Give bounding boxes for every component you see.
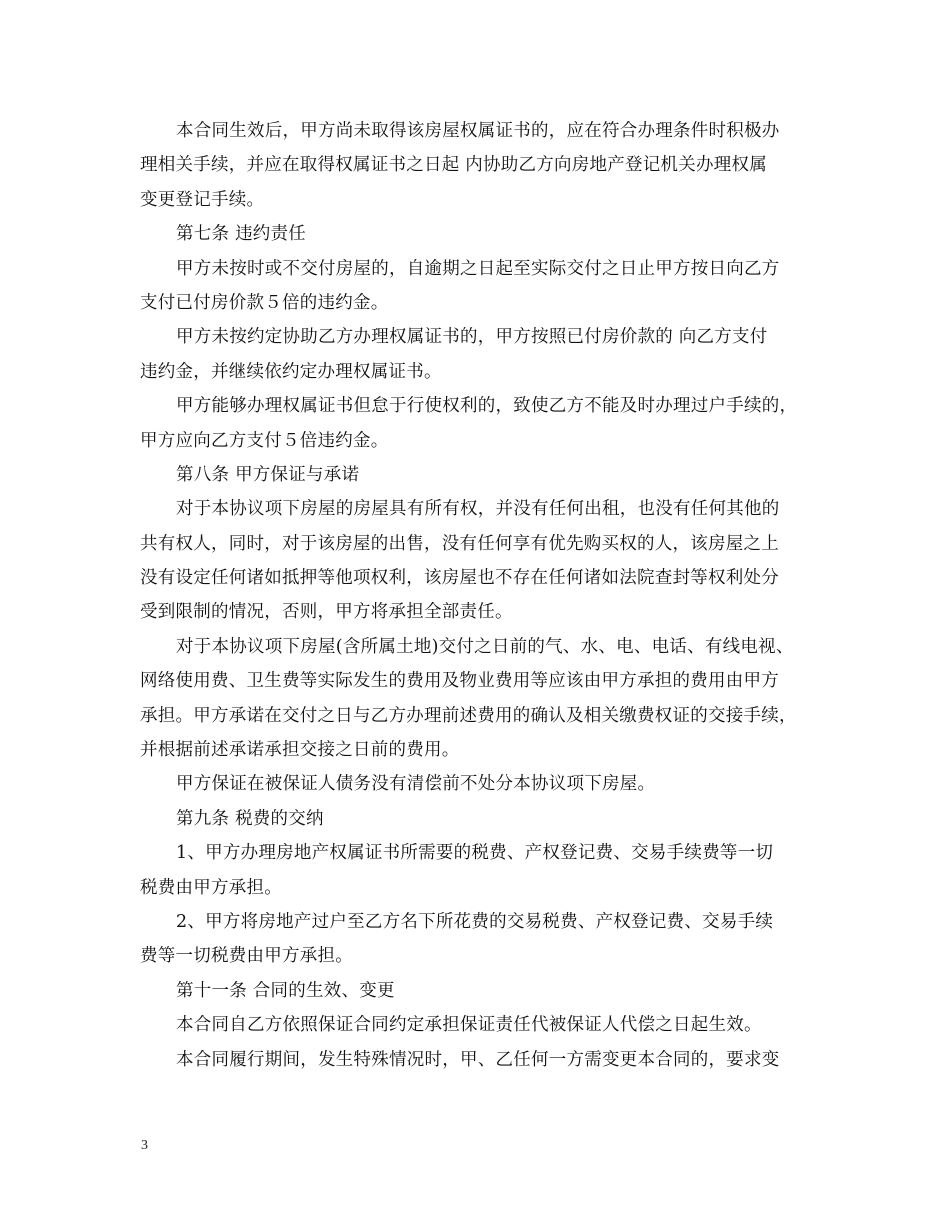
contract-body: [140, 114, 830, 1077]
text-line: 费等一切税费由甲方承担。: [140, 946, 353, 967]
text-line: 对于本协议项下房屋的房屋具有所有权，并没有任何出租，也没有任何其他的: [176, 499, 780, 520]
text-line: 2、甲方将房地产过户至乙方名下所花费的交易税费、产权登记费、交易手续: [176, 911, 774, 932]
text-line: 没有设定任何诸如抵押等他项权利，该房屋也不存在任何诸如法院查封等权利处分: [140, 568, 779, 589]
text-line: 甲方未按时或不交付房屋的，自逾期之日起至实际交付之日止甲方按日向乙方: [176, 258, 780, 279]
text-line: 本合同自乙方依照保证合同约定承担保证责任代被保证人代偿之日起生效。: [176, 1015, 762, 1036]
page-number: 3: [141, 1138, 148, 1153]
text-line: 甲方保证在被保证人债务没有清偿前不处分本协议项下房屋。: [176, 774, 656, 795]
text-line: 并根据前述承诺承担交接之日前的费用。: [140, 740, 460, 761]
text-line: 本合同生效后，甲方尚未取得该房屋权属证书的，应在符合办理条件时积极办: [176, 121, 780, 141]
text-line: 理相关手续，并应在取得权属证书之日起 内协助乙方向房地产登记机关办理权属: [140, 155, 768, 176]
text-line: 承担。甲方承诺在交付之日与乙方办理前述费用的确认及相关缴费权证的交接手续，: [140, 705, 797, 726]
section-heading: 第八条 甲方保证与承诺: [176, 464, 360, 485]
text-line: 违约金，并继续依约定办理权属证书。: [140, 361, 442, 382]
section-heading: 第十一条 合同的生效、变更: [176, 980, 395, 1001]
text-line: 网络使用费、卫生费等实际发生的费用及物业费用等应该由甲方承担的费用由甲方: [140, 671, 779, 692]
text-line: 甲方应向乙方支付５倍违约金。: [140, 430, 389, 451]
text-line: 变更登记手续。: [140, 189, 265, 210]
text-line: 税费由甲方承担。: [140, 877, 282, 898]
text-line: 支付已付房价款５倍的违约金。: [140, 292, 389, 313]
text-line: 对于本协议项下房屋(含所属土地)交付之日前的气、水、电、电话、有线电视、: [176, 636, 794, 657]
text-line: 甲方能够办理权属证书但怠于行使权利的，致使乙方不能及时办理过户手续的，: [176, 396, 798, 417]
text-line: 甲方未按约定协助乙方办理权属证书的，甲方按照已付房价款的 向乙方支付: [176, 327, 768, 348]
section-heading: 第七条 违约责任: [176, 224, 307, 245]
text-line: 受到限制的情况，否则，甲方将承担全部责任。: [140, 602, 513, 623]
text-line: 1、甲方办理房地产权属证书所需要的税费、产权登记费、交易手续费等一切: [176, 843, 774, 864]
text-line: 本合同履行期间，发生特殊情况时，甲、乙任何一方需变更本合同的，要求变: [176, 1049, 780, 1070]
text-line: 共有权人，同时，对于该房屋的出售，没有任何享有优先购买权的人，该房屋之上: [140, 533, 779, 554]
section-heading: 第九条 税费的交纳: [176, 808, 324, 829]
